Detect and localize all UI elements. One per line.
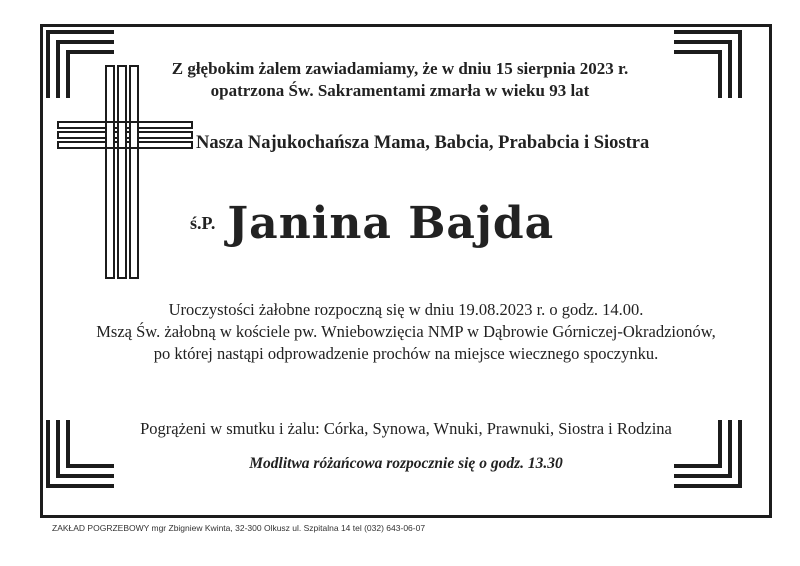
ceremony-line-3: po której nastąpi odprowadzenie prochów na miejsce wiecznego spoczynku. (153, 344, 659, 363)
relation-line: Nasza Najukochańsza Mama, Babcia, Prababcia i Siostra (196, 133, 650, 153)
ceremony-line-2: Mszą Św. żałobną w kościele pw. Wniebowzięcia NMP w Dąbrowie Górniczej-Okradzionów, (96, 322, 716, 341)
rosary-line: Modlitwa różańcowa rozpocznie się o godz. 13.30 (249, 455, 563, 472)
mourners-line: Pogrążeni w smutku i żalu: Córka, Synowa, Wnuki, Prawnuki, Siostra i Rodzina (140, 419, 672, 438)
intro-line-1: Z głębokim żalem zawiadamiamy, że w dniu 15 sierpnia 2023 r. (171, 59, 629, 78)
name-prefix: ś.P. (190, 213, 216, 233)
ceremony-line-1: Uroczystości żałobne rozpoczną się w dniu 19.08.2023 r. o godz. 14.00. (168, 300, 644, 319)
corner-ornament-top-right (672, 30, 742, 100)
deceased-name-line (190, 198, 554, 249)
funeral-home-footer: ZAKŁAD POGRZEBOWY mgr Zbigniew Kwinta, 32-300 Olkusz ul. Szpitalna 14 tel (032) 643-06-07 (52, 523, 426, 533)
ceremony-details (40, 299, 772, 365)
deceased-name: Janina Bajda (227, 198, 555, 249)
intro-line-2: opatrzona Św. Sakramentami zmarła w wieku 93 lat (210, 81, 590, 100)
intro-text (120, 58, 680, 102)
